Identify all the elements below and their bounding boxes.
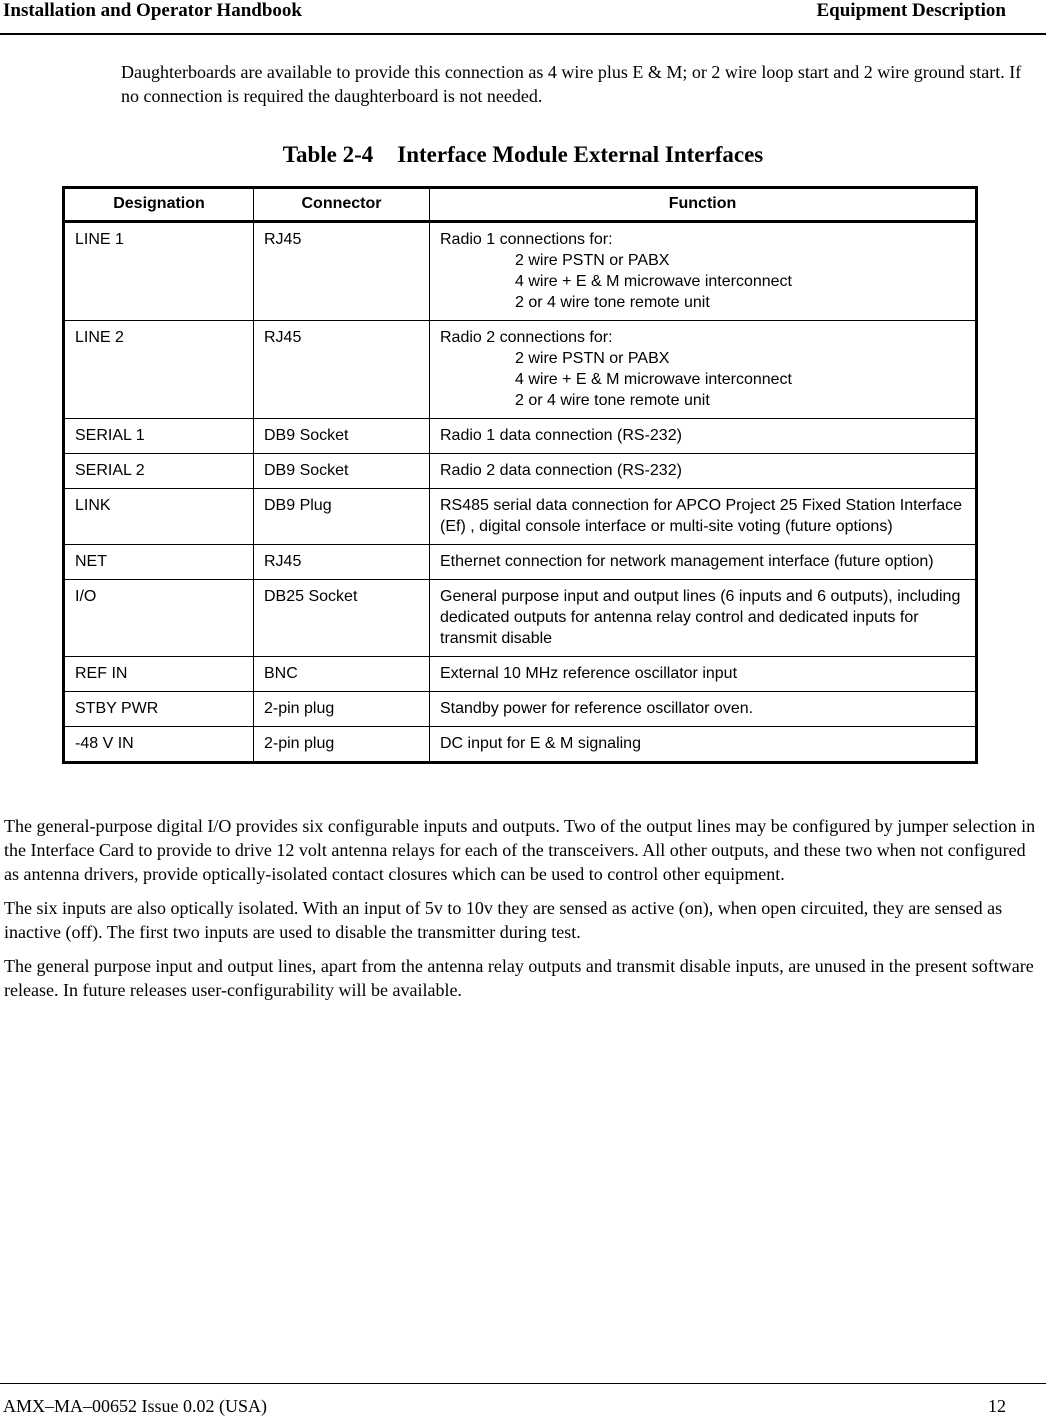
cell-designation: LINE 1	[64, 222, 254, 321]
function-item: 2 wire PSTN or PABX	[515, 350, 670, 367]
function-item: 2 wire PSTN or PABX	[515, 252, 670, 269]
function-text: Radio 2 connections for:	[440, 329, 613, 346]
function-text: DC input for E & M signaling	[440, 735, 641, 752]
cell-designation: SERIAL 1	[64, 419, 254, 454]
function-item: 2 or 4 wire tone remote unit	[515, 294, 710, 311]
interfaces-table	[62, 186, 978, 764]
paragraph: The six inputs are also optically isolated. With an input of 5v to 10v they are sensed as active (on), when open circuited, they are sensed as inactive (off). The first two inputs are used to disable the transmitter during test.	[4, 898, 1003, 942]
table-row	[64, 454, 977, 489]
table-row	[64, 419, 977, 454]
cell-connector: BNC	[254, 657, 430, 692]
page-number: 12	[988, 1396, 1006, 1416]
cell-designation: SERIAL 2	[64, 454, 254, 489]
paragraph: The general purpose input and output lines, apart from the antenna relay outputs and transmit disable inputs, are unused in the present software release. In future releases user-configurability will be available.	[4, 956, 1034, 1000]
paragraph: The general-purpose digital I/O provides six configurable inputs and outputs. Two of the output lines may be configured by jumper selection in the Interface Card to provide to drive 12 volt antenna relays for each of the transceivers. All other outputs, and these two when not configured as antenna drivers, provide optically-isolated contact closures which can be used to control other equipment.	[4, 816, 1036, 884]
cell-designation: -48 V IN	[64, 727, 254, 763]
function-text: General purpose input and output lines (6 inputs and 6 outputs), including dedicated outputs for antenna relay control and dedicated inputs for transmit disable	[440, 588, 961, 647]
cell-connector: 2-pin plug	[254, 692, 430, 727]
function-text: Radio 2 data connection (RS-232)	[440, 462, 682, 479]
cell-connector: DB9 Plug	[254, 489, 430, 545]
cell-function	[430, 692, 977, 727]
document-id: AMX–MA–00652 Issue 0.02 (USA)	[3, 1396, 267, 1416]
table-title: Interface Module External Interfaces	[397, 142, 764, 167]
cell-connector: DB9 Socket	[254, 454, 430, 489]
cell-designation: I/O	[64, 580, 254, 657]
table-row	[64, 489, 977, 545]
function-item: 4 wire + E & M microwave interconnect	[515, 371, 792, 388]
cell-connector: RJ45	[254, 545, 430, 580]
cell-connector: 2-pin plug	[254, 727, 430, 763]
table-row	[64, 657, 977, 692]
cell-designation: LINK	[64, 489, 254, 545]
cell-function	[430, 489, 977, 545]
table-header-row	[64, 188, 977, 222]
table-row	[64, 222, 977, 321]
cell-function	[430, 545, 977, 580]
function-text: Ethernet connection for network management interface (future option)	[440, 553, 934, 570]
cell-connector: DB9 Socket	[254, 419, 430, 454]
cell-function	[430, 321, 977, 419]
cell-designation: LINE 2	[64, 321, 254, 419]
table-number: Table 2-4	[282, 142, 374, 167]
page-header	[0, 0, 1046, 35]
function-text: Standby power for reference oscillator oven.	[440, 700, 754, 717]
table-row	[64, 692, 977, 727]
header-title: Installation and Operator Handbook	[3, 0, 302, 21]
cell-connector: DB25 Socket	[254, 580, 430, 657]
table-row	[64, 321, 977, 419]
body-text	[4, 814, 1040, 1012]
table-row	[64, 727, 977, 763]
header-designation: Designation	[64, 188, 254, 222]
header-connector: Connector	[254, 188, 430, 222]
table-row	[64, 580, 977, 657]
page-footer	[0, 1383, 1046, 1417]
function-item: 2 or 4 wire tone remote unit	[515, 392, 710, 409]
header-function: Function	[430, 188, 977, 222]
cell-designation: REF IN	[64, 657, 254, 692]
function-text: External 10 MHz reference oscillator input	[440, 665, 738, 682]
table-row	[64, 545, 977, 580]
function-text: Radio 1 connections for:	[440, 231, 613, 248]
header-section: Equipment Description	[816, 0, 1006, 21]
cell-function	[430, 222, 977, 321]
cell-connector: RJ45	[254, 222, 430, 321]
cell-designation: STBY PWR	[64, 692, 254, 727]
intro-paragraph: Daughterboards are available to provide this connection as 4 wire plus E & M; or 2 wire loop start and 2 wire ground start. If no connection is required the daughterboard is not needed.	[121, 62, 1022, 106]
cell-function	[430, 419, 977, 454]
function-text: Radio 1 data connection (RS-232)	[440, 427, 682, 444]
function-item: 4 wire + E & M microwave interconnect	[515, 273, 792, 290]
cell-function	[430, 454, 977, 489]
cell-function	[430, 657, 977, 692]
cell-designation: NET	[64, 545, 254, 580]
cell-connector: RJ45	[254, 321, 430, 419]
table-caption	[0, 142, 1046, 168]
cell-function	[430, 727, 977, 763]
function-text: RS485 serial data connection for APCO Project 25 Fixed Station Interface (Ef) , digital console interface or multi-site voting (future options)	[440, 497, 963, 535]
cell-function	[430, 580, 977, 657]
